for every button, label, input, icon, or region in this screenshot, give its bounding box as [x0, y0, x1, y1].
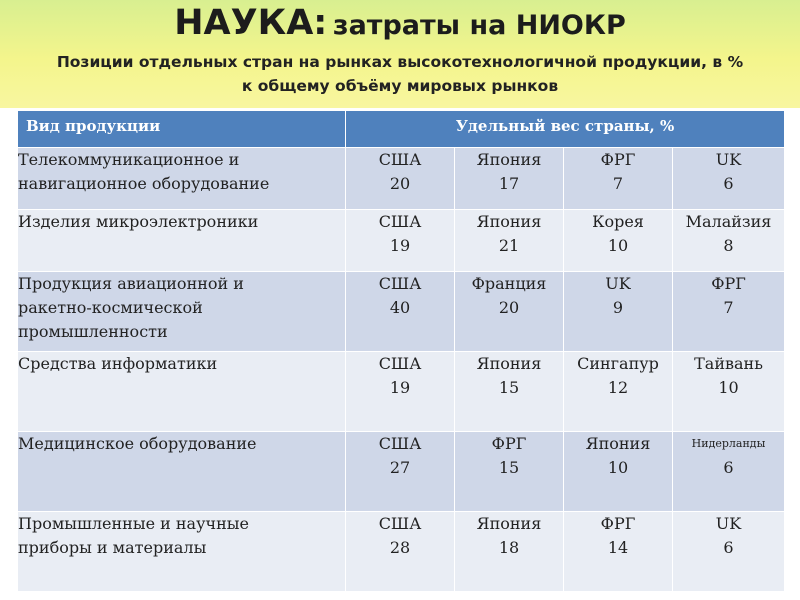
country-name: UK: [605, 274, 631, 293]
share-cell: [673, 148, 785, 210]
share-value: 7: [612, 174, 624, 193]
share-value: 40: [389, 298, 411, 317]
table-row: [18, 148, 785, 210]
share-cell: [564, 272, 673, 352]
table-row: [18, 432, 785, 512]
share-value: 9: [612, 298, 624, 317]
share-cell: [455, 210, 564, 272]
country-name: США: [378, 514, 422, 533]
share-cell: [673, 512, 785, 592]
product-type-cell: [18, 512, 346, 592]
product-type-cell: [18, 148, 346, 210]
table-row: [18, 272, 785, 352]
country-name: Япония: [476, 150, 542, 169]
product-type-cell: [18, 352, 346, 432]
share-cell: [564, 210, 673, 272]
country-name: Япония: [476, 354, 542, 373]
share-value: 19: [389, 378, 411, 397]
share-cell: [455, 272, 564, 352]
subtitle-line-2: к общему объёму мировых рынков: [241, 77, 559, 95]
country-name: Корея: [592, 212, 644, 231]
share-value: 10: [607, 236, 629, 255]
share-value: 12: [607, 378, 629, 397]
country-name: ФРГ: [491, 434, 527, 453]
product-type-line: Изделия микроэлектроники: [18, 212, 259, 231]
share-value: 18: [498, 538, 520, 557]
header-country-share: Удельный вес страны, %: [346, 111, 785, 148]
share-cell: [564, 148, 673, 210]
share-value: 7: [723, 298, 734, 317]
country-name: Нидерланды: [691, 437, 766, 450]
share-value: 8: [723, 236, 734, 255]
share-cell: [564, 352, 673, 432]
share-cell: [346, 512, 455, 592]
share-cell: [564, 512, 673, 592]
country-name: Тайвань: [694, 354, 763, 373]
title-main: НАУКА:: [174, 3, 328, 43]
country-name: Япония: [476, 212, 542, 231]
table-row: [18, 210, 785, 272]
product-type-line: навигационное оборудование: [18, 174, 270, 193]
country-name: Япония: [476, 514, 542, 533]
share-value: 19: [389, 236, 411, 255]
country-name: ФРГ: [600, 150, 636, 169]
share-value: 21: [498, 236, 520, 255]
share-value: 15: [498, 458, 520, 477]
share-value: 20: [498, 298, 520, 317]
country-name: UK: [715, 514, 742, 533]
country-name: Япония: [585, 434, 651, 453]
share-cell: [673, 352, 785, 432]
product-type-line: Продукция авиационной и: [18, 274, 244, 293]
share-cell: [455, 148, 564, 210]
share-value: 14: [607, 538, 629, 557]
country-name: США: [378, 274, 422, 293]
share-value: 28: [389, 538, 411, 557]
country-name: США: [378, 354, 422, 373]
share-value: 6: [723, 174, 734, 193]
share-cell: [673, 272, 785, 352]
product-type-cell: [18, 432, 346, 512]
title-rest: затраты на НИОКР: [332, 10, 626, 41]
country-name: Сингапур: [577, 354, 659, 373]
share-cell: [455, 432, 564, 512]
share-cell: [673, 432, 785, 512]
product-type-cell: [18, 210, 346, 272]
country-name: ФРГ: [711, 274, 746, 293]
table-row: [18, 512, 785, 592]
share-value: 10: [607, 458, 629, 477]
country-name: ФРГ: [600, 514, 636, 533]
product-type-line: ракетно-космической: [18, 298, 203, 317]
product-type-cell: [18, 272, 346, 352]
product-type-line: Телекоммуникационное и: [18, 150, 240, 169]
country-name: Малайзия: [685, 212, 772, 231]
share-cell: [346, 352, 455, 432]
country-name: США: [378, 212, 422, 231]
table-row: [18, 352, 785, 432]
share-cell: [564, 432, 673, 512]
share-value: 6: [723, 538, 734, 557]
country-name: США: [378, 434, 422, 453]
country-name: Франция: [471, 274, 547, 293]
share-cell: [455, 512, 564, 592]
page-title: [0, 0, 800, 46]
product-type-line: Медицинское оборудование: [18, 434, 257, 453]
share-value: 27: [389, 458, 411, 477]
share-cell: [346, 210, 455, 272]
country-name: США: [378, 150, 422, 169]
product-type-line: Промышленные и научные: [18, 514, 249, 533]
share-cell: [455, 352, 564, 432]
product-type-line: приборы и материалы: [18, 538, 207, 557]
header-product-type: Вид продукции: [18, 111, 346, 148]
share-cell: [346, 432, 455, 512]
subtitle-line-1: Позиции отдельных стран на рынках высокотехнологичной продукции, в %: [56, 53, 744, 71]
table-header-row: [18, 111, 785, 148]
share-value: 15: [498, 378, 520, 397]
country-name: UK: [715, 150, 742, 169]
share-cell: [346, 148, 455, 210]
share-value: 20: [389, 174, 411, 193]
subtitle: [10, 50, 790, 98]
share-cell: [346, 272, 455, 352]
product-type-line: Средства информатики: [18, 354, 218, 373]
market-share-table: [17, 110, 785, 592]
share-value: 17: [498, 174, 520, 193]
product-type-line: промышленности: [18, 322, 168, 341]
share-value: 6: [723, 458, 734, 477]
share-cell: [673, 210, 785, 272]
share-value: 10: [718, 378, 739, 397]
